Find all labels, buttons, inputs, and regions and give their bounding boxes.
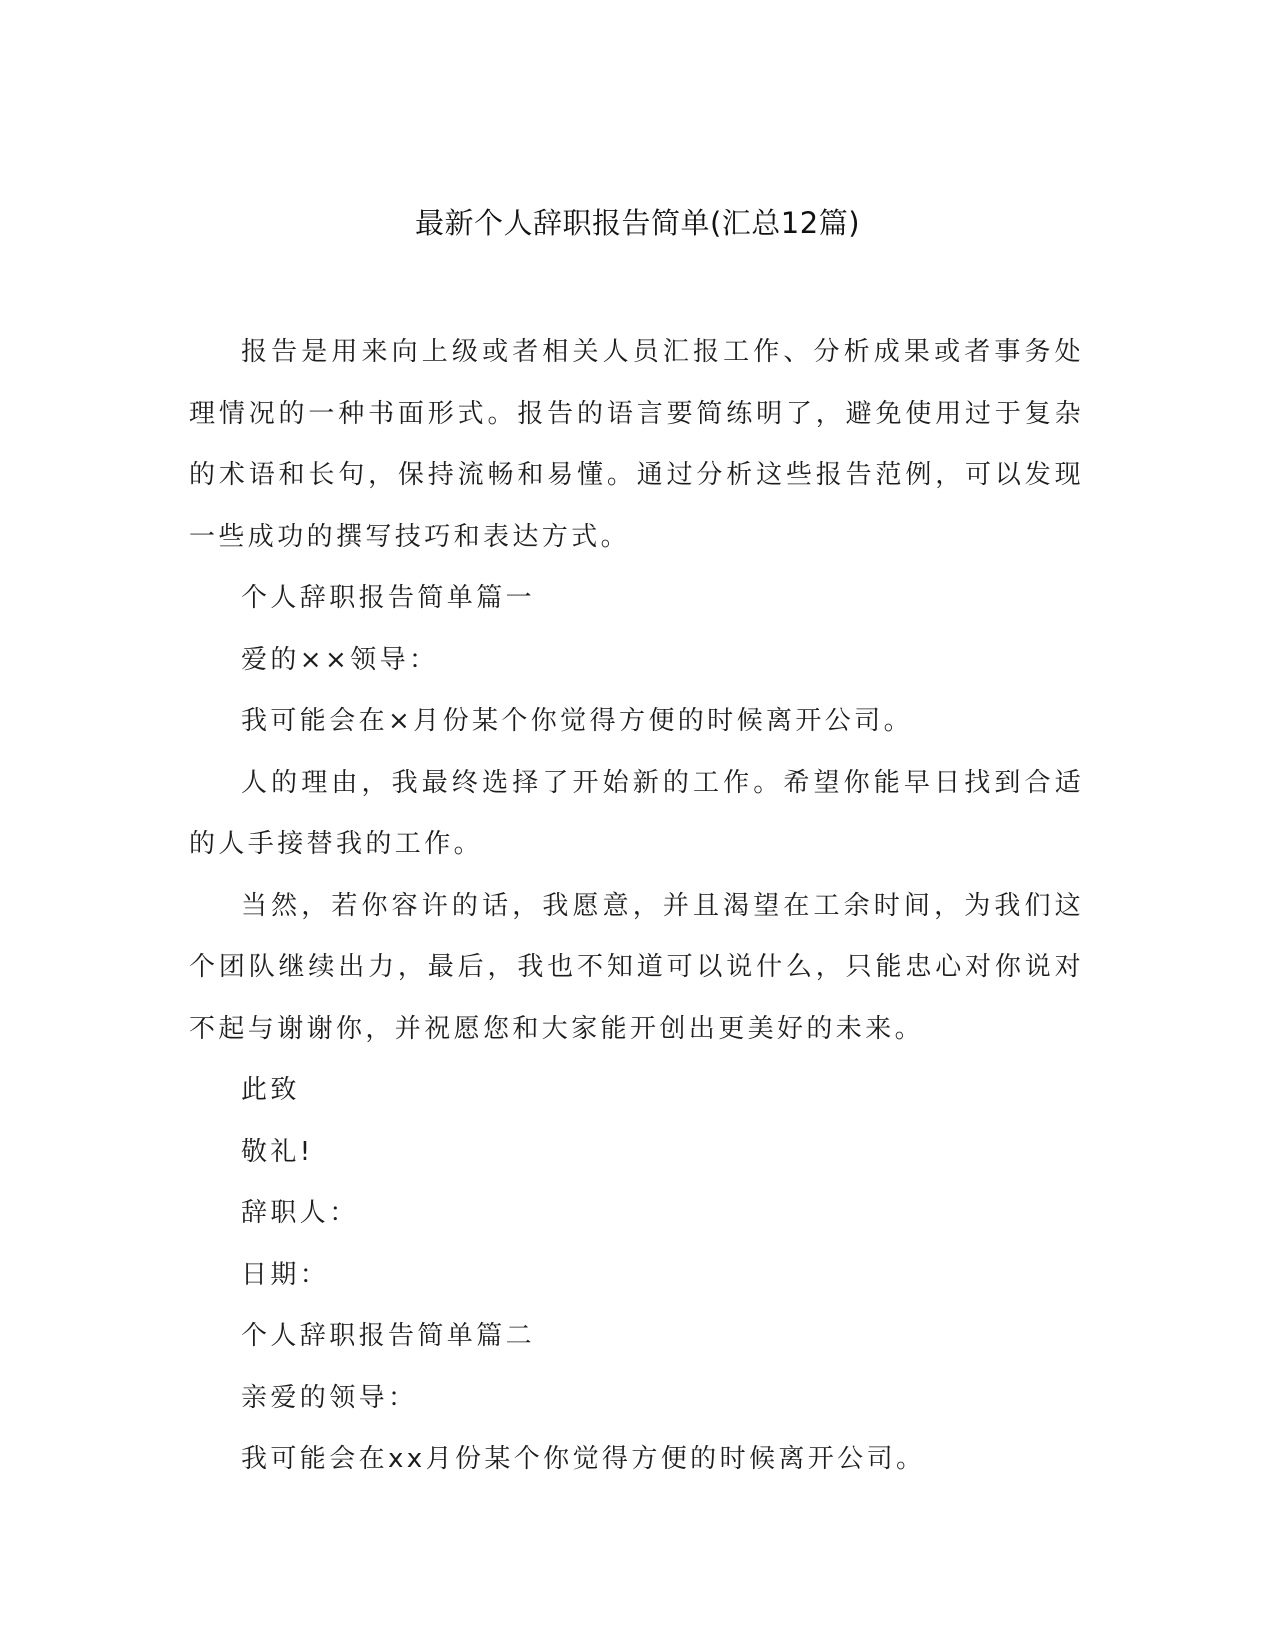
body-paragraph: 我可能会在xx月份某个你觉得方便的时候离开公司。: [241, 1444, 926, 1474]
body-paragraph: 我可能会在×月份某个你觉得方便的时候离开公司。: [241, 706, 913, 736]
date-line: 日期：: [241, 1259, 330, 1290]
signature-line: 辞职人：: [241, 1198, 359, 1228]
document-title: 最新个人辞职报告简单(汇总12篇): [414, 206, 861, 240]
section-heading-1: 个人辞职报告简单篇一: [241, 583, 536, 613]
body-paragraph: 人的理由，我最终选择了开始新的工作。希望你能早日找到合适的人手接替我的工作。: [189, 767, 1084, 859]
closing-line: 此致: [241, 1075, 300, 1105]
body-paragraph: 当然，若你容许的话，我愿意，并且渴望在工余时间，为我们这个团队继续出力，最后，我也不知道可以说什么，只能忠心对你说对不起与谢谢你，并祝愿您和大家能开创出更美好的未来。: [189, 890, 1084, 1044]
section-heading-2: 个人辞职报告简单篇二: [241, 1321, 536, 1351]
salutation-2: 亲爱的领导：: [241, 1382, 418, 1413]
intro-paragraph: 报告是用来向上级或者相关人员汇报工作、分析成果或者事务处理情况的一种书面形式。报告的语言要简练明了，避免使用过于复杂的术语和长句，保持流畅和易懂。通过分析这些报告范例，可以发现一些成功的撰写技巧和表达方式。: [189, 337, 1084, 552]
document-body: [189, 322, 1084, 1491]
closing-regards: 敬礼!: [241, 1136, 314, 1167]
salutation-1: 爱的××领导：: [241, 644, 439, 675]
